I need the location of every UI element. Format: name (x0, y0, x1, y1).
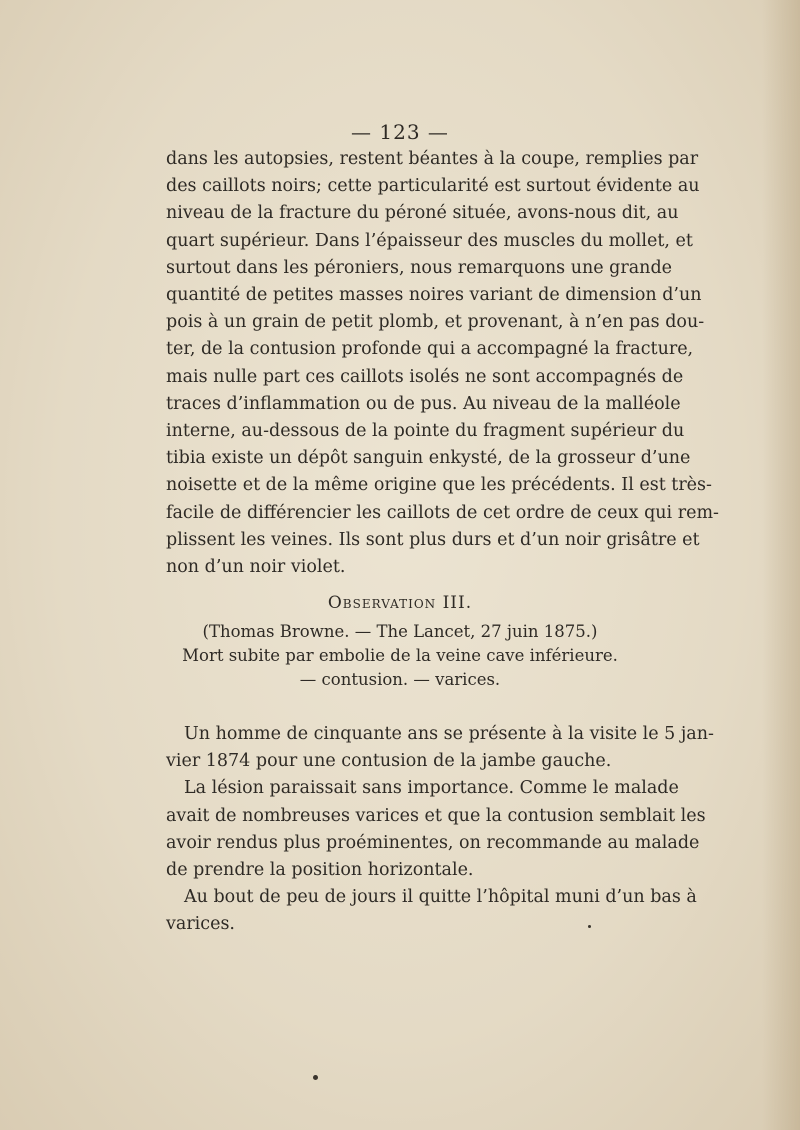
text-line: ter, de la contusion profonde qui a accompagné la fracture, (166, 339, 694, 360)
text-line: surtout dans les péroniers, nous remarquons une grande (166, 257, 673, 278)
text-line: traces d’inflammation ou de pus. Au niveau de la malléole (166, 393, 681, 414)
text-line: tibia existe un dépôt sanguin enkysté, de la grosseur d’une (166, 448, 691, 469)
text-line: facile de différencier les caillots de cet ordre de ceux qui rem- (166, 502, 719, 523)
text-line: avoir rendus plus proéminentes, on recommande au malade (166, 832, 700, 853)
text-line: des caillots noirs; cette particularité est surtout évidente au (166, 176, 700, 197)
text-line: dans les autopsies, restent béantes à la coupe, remplies par (166, 149, 699, 169)
text-line: noisette et de la même origine que les précédents. Il est très- (166, 475, 712, 496)
page-edge-shadow (762, 0, 800, 1130)
text-line: quantité de petites masses noires variant de dimension d’un (166, 285, 702, 306)
ink-speck (313, 1075, 318, 1080)
text-line: quart supérieur. Dans l’épaisseur des muscles du mollet, et (166, 230, 693, 251)
text-line: non d’un noir violet. (166, 557, 346, 578)
text-line: plissent les veines. Ils sont plus durs et d’un noir grisâtre et (166, 529, 700, 550)
text-line: vier 1874 pour une contusion de la jambe gauche. (166, 751, 612, 772)
text-line: avait de nombreuses varices et que la contusion semblait les (166, 805, 706, 826)
text-line: pois à un grain de petit plomb, et provenant, à n’en pas dou- (166, 312, 705, 333)
text-line: niveau de la fracture du péroné située, avons-nous dit, au (166, 203, 679, 224)
observation-title: Observation III. (327, 593, 473, 613)
observation-source: (Thomas Browne. — The Lancet, 27 juin 1875.) (202, 622, 598, 641)
observation-summary-line2: — contusion. — varices. (299, 670, 501, 689)
paragraph-autopsy (166, 146, 719, 581)
text-line: de prendre la position horizontale. (166, 860, 474, 881)
text-line: La lésion paraissait sans importance. Comme le malade (184, 778, 679, 799)
text-line: Un homme de cinquante ans se présente à la visite le 5 jan- (184, 724, 714, 744)
text-line: interne, au-dessous de la pointe du fragment supérieur du (166, 421, 685, 442)
observation-header (0, 620, 800, 692)
text-line: varices. (166, 914, 235, 935)
text-line: Au bout de peu de jours il quitte l’hôpital muni d’un bas à (184, 887, 697, 908)
observation-summary-line1: Mort subite par embolie de la veine cave inférieure. (182, 646, 618, 665)
page-number: — 123 — (351, 120, 449, 144)
paragraph-case (166, 721, 714, 939)
text-line: mais nulle part ces caillots isolés ne sont accompagnés de (166, 366, 684, 387)
ink-speck (588, 925, 591, 928)
